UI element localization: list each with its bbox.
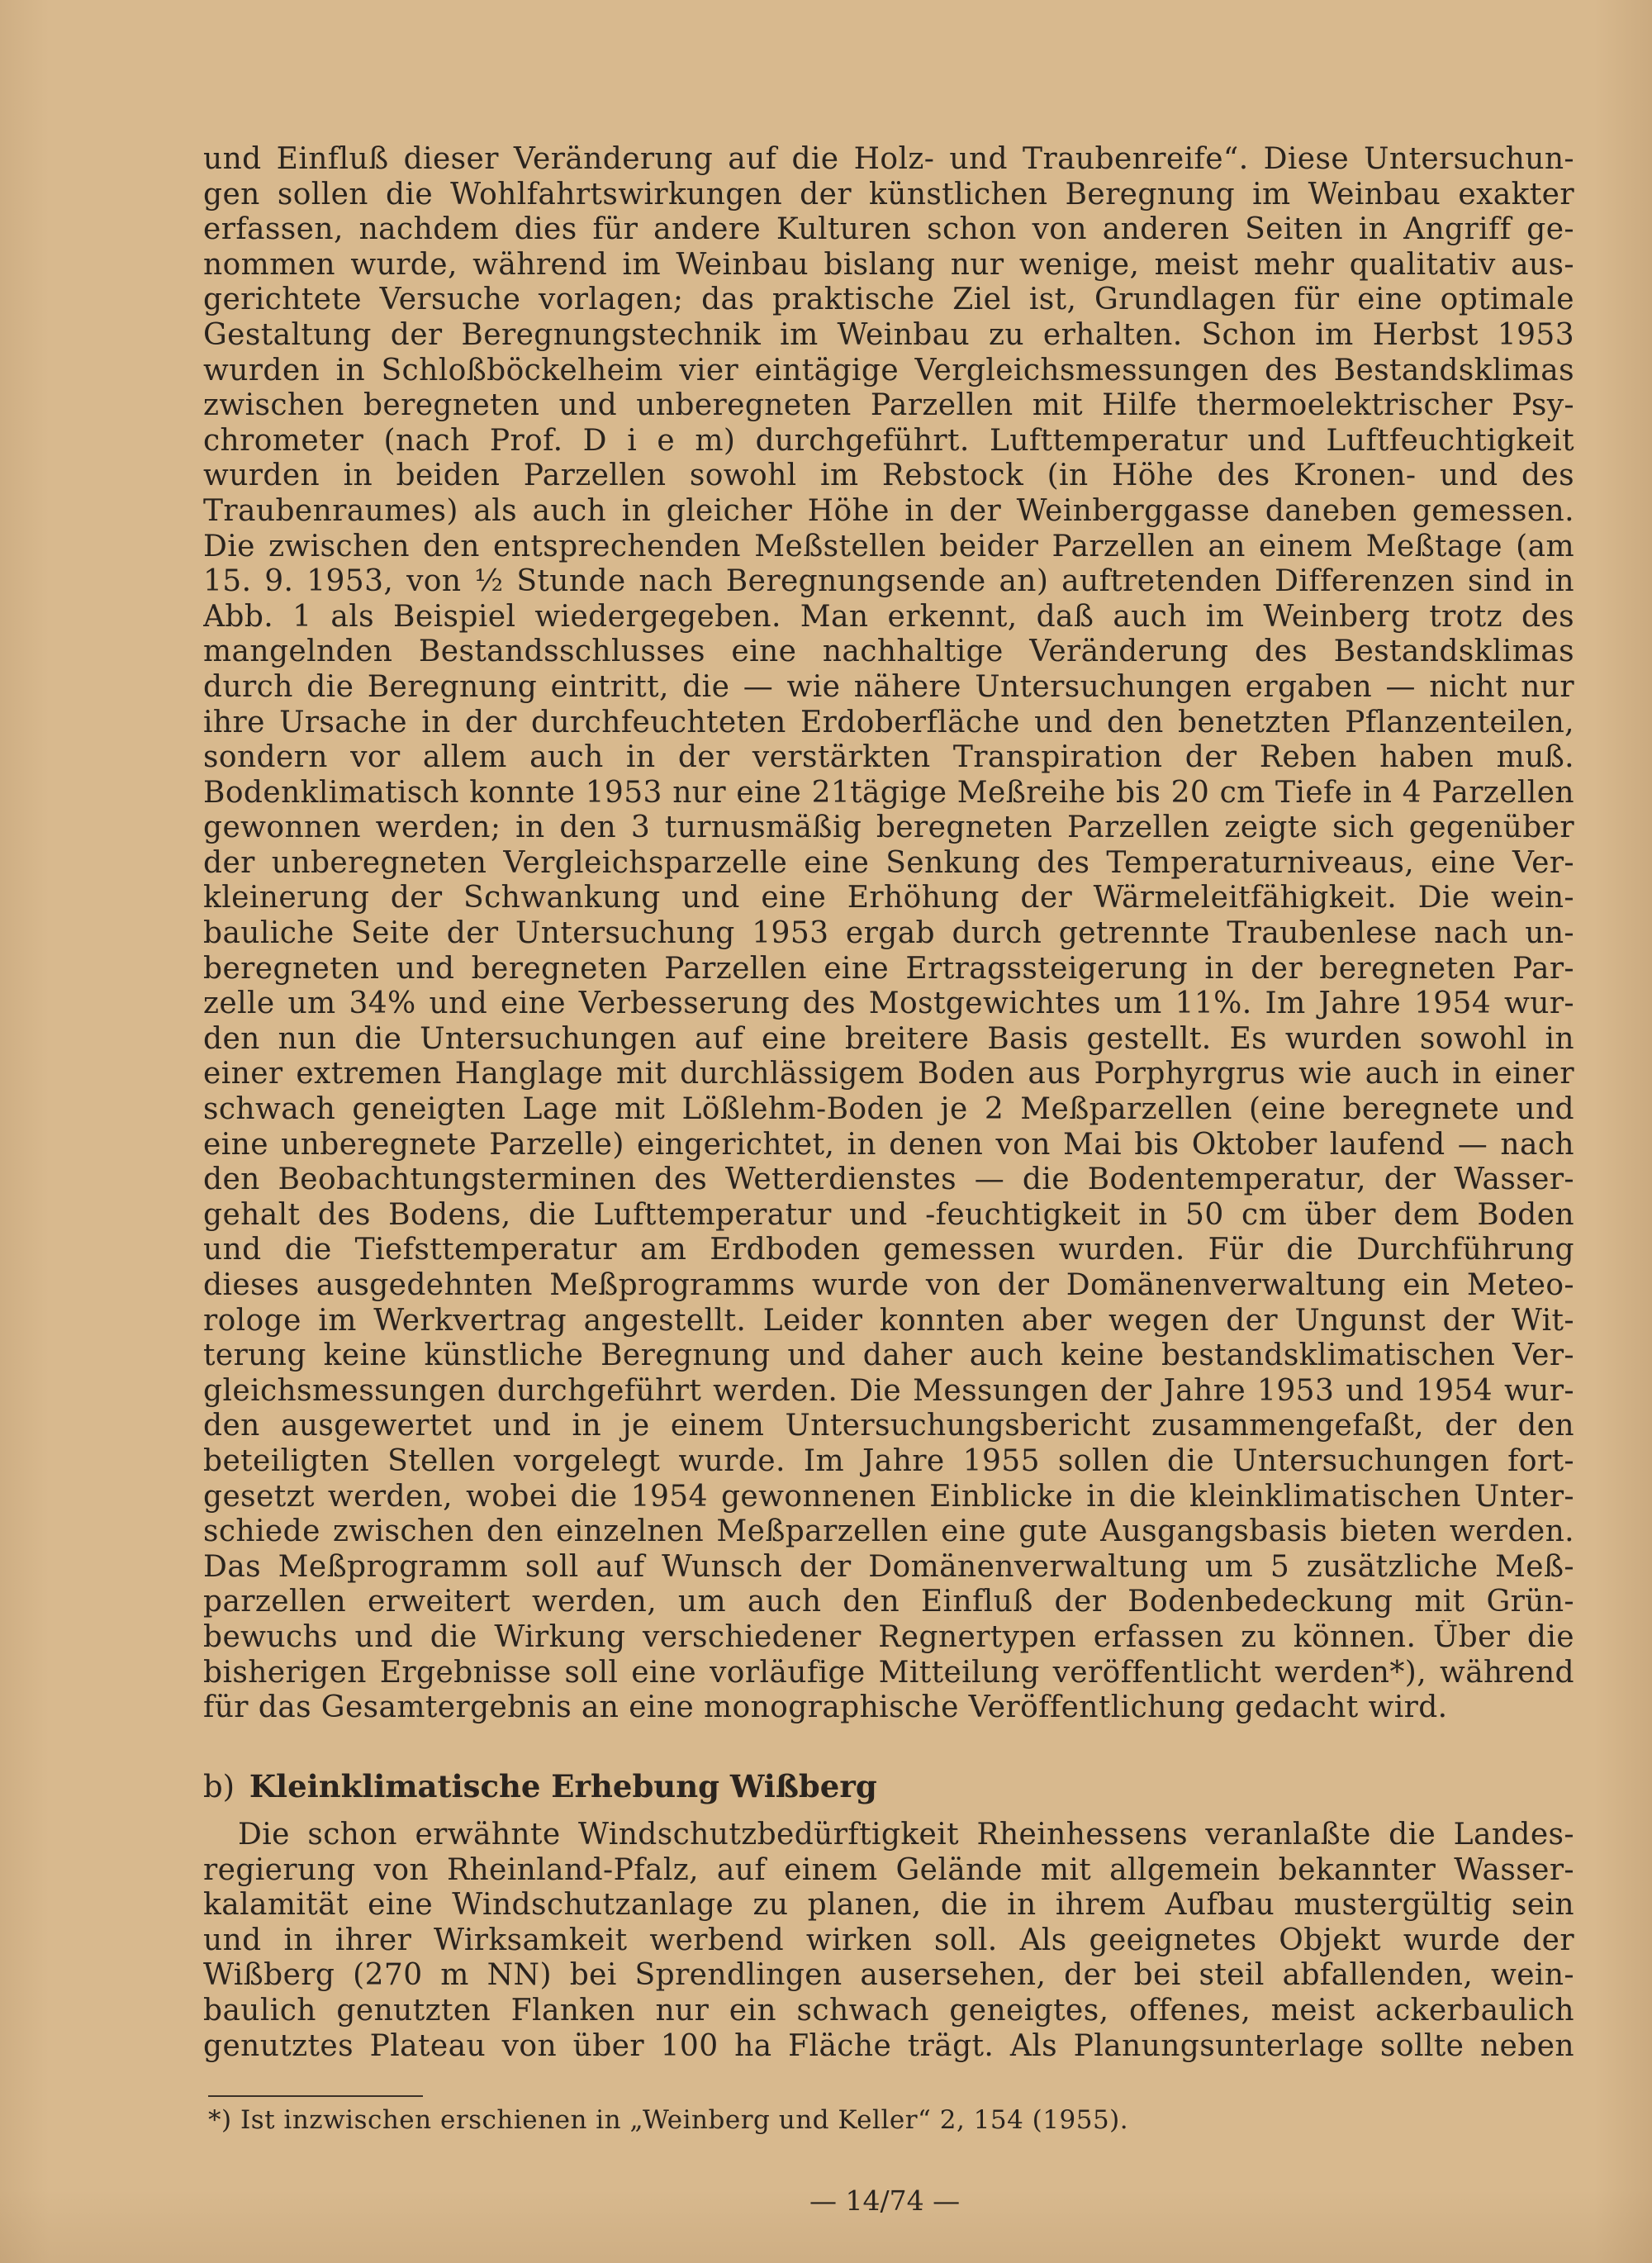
text-line: gleichsmessungen durchgeführt werden. Die Messungen der Jahre 1953 und 1954 wur-: [203, 1373, 1574, 1408]
text-line: eine unberegnete Parzelle) eingerichtet, in denen von Mai bis Oktober laufend — nach: [203, 1127, 1574, 1162]
text-line: 15. 9. 1953, von ½ Stunde nach Beregnungsende an) auftretenden Differenzen sind in: [203, 564, 1574, 599]
text-line: bisherigen Ergebnisse soll eine vorläufige Mitteilung veröffentlicht werden*), während: [203, 1655, 1574, 1690]
text-line: schwach geneigten Lage mit Lößlehm-Boden je 2 Meßparzellen (eine beregnete und: [203, 1092, 1574, 1127]
text-line: ihre Ursache in der durchfeuchteten Erdoberfläche und den benetzten Pflanzenteilen,: [203, 705, 1574, 739]
text-line: kalamität eine Windschutzanlage zu planen, die in ihrem Aufbau mustergültig sein: [203, 1888, 1574, 1923]
text-line: gen sollen die Wohlfahrtswirkungen der künstlichen Beregnung im Weinbau exakter: [203, 177, 1574, 212]
text-line: gerichtete Versuche vorlagen; das praktische Ziel ist, Grundlagen für eine optimale: [203, 283, 1574, 317]
text-line: für das Gesamtergebnis an eine monographische Veröffentlichung gedacht wird.: [203, 1690, 1448, 1725]
section-marker: b): [203, 1769, 235, 1804]
text-line: terung keine künstliche Beregnung und daher auch keine bestandsklimatischen Ver-: [203, 1338, 1574, 1373]
text-line: erfassen, nachdem dies für andere Kulturen schon von anderen Seiten in Angriff ge-: [203, 212, 1574, 247]
text-line: gehalt des Bodens, die Lufttemperatur und -feuchtigkeit in 50 cm über dem Boden: [203, 1197, 1574, 1232]
page-number: — 14/74 —: [809, 2185, 961, 2217]
text-line: Gestaltung der Beregnungstechnik im Weinbau zu erhalten. Schon im Herbst 1953: [203, 317, 1574, 352]
text-line: schiede zwischen den einzelnen Meßparzellen eine gute Ausgangsbasis bieten werden.: [203, 1514, 1574, 1549]
text-line: baulich genutzten Flanken nur ein schwach geneigtes, offenes, meist ackerbaulich: [203, 1993, 1574, 2028]
text-line: den nun die Untersuchungen auf eine breitere Basis gestellt. Es wurden sowohl in: [203, 1021, 1574, 1056]
text-line: bewuchs und die Wirkung verschiedener Regnertypen erfassen zu können. Über die: [203, 1619, 1574, 1654]
text-line: wurden in beiden Parzellen sowohl im Rebstock (in Höhe des Kronen- und des: [203, 459, 1574, 493]
text-line: zwischen beregneten und unberegneten Parzellen mit Hilfe thermoelektrischer Psy-: [203, 388, 1574, 423]
text-line: parzellen erweitert werden, um auch den Einfluß der Bodenbedeckung mit Grün-: [203, 1585, 1574, 1619]
footnote: *) Ist inzwischen erschienen in „Weinberg und Keller“ 2, 154 (1955).: [208, 2105, 1129, 2135]
text-line: mangelnden Bestandsschlusses eine nachhaltige Veränderung des Bestandsklimas: [203, 635, 1574, 669]
text-line: genutztes Plateau von über 100 ha Fläche trägt. Als Planungsunterlage sollte neben: [203, 2028, 1574, 2063]
text-line: den ausgewertet und in je einem Untersuchungsbericht zusammengefaßt, der den: [203, 1409, 1574, 1443]
text-line: Das Meßprogramm soll auf Wunsch der Domänenverwaltung um 5 zusätzliche Meß-: [203, 1549, 1574, 1584]
text-line: Die zwischen den entsprechenden Meßstellen beider Parzellen an einem Meßtage (am: [203, 529, 1574, 563]
text-line: kleinerung der Schwankung und eine Erhöhung der Wärmeleitfähigkeit. Die wein-: [203, 881, 1574, 915]
text-line: chrometer (nach Prof. D i e m) durchgeführt. Lufttemperatur und Luftfeuchtigkeit: [203, 423, 1574, 458]
text-line: nommen wurde, während im Weinbau bislang nur wenige, meist mehr qualitativ aus-: [203, 247, 1574, 282]
text-line: gesetzt werden, wobei die 1954 gewonnenen Einblicke in die kleinklimatischen Unter-: [203, 1479, 1574, 1514]
footnote-separator: [208, 2095, 423, 2097]
text-line: bauliche Seite der Untersuchung 1953 ergab durch getrennte Traubenlese nach un-: [203, 916, 1574, 951]
text-line: beregneten und beregneten Parzellen eine Ertragssteigerung in der beregneten Par-: [203, 951, 1574, 986]
text-line: beteiligten Stellen vorgelegt wurde. Im Jahre 1955 sollen die Untersuchungen fort-: [203, 1443, 1574, 1478]
text-line: rologe im Werkvertrag angestellt. Leider konnten aber wegen der Ungunst der Wit-: [203, 1303, 1574, 1338]
body-paragraph-1: [203, 142, 1574, 1726]
text-line: gewonnen werden; in den 3 turnusmäßig beregneten Parzellen zeigte sich gegenüber: [203, 811, 1574, 845]
text-line: Bodenklimatisch konnte 1953 nur eine 21tägige Meßreihe bis 20 cm Tiefe in 4 Parzellen: [203, 775, 1574, 810]
text-line: wurden in Schloßböckelheim vier eintägige Vergleichsmessungen des Bestandsklimas: [203, 353, 1574, 387]
text-line: Wißberg (270 m NN) bei Sprendlingen ausersehen, der bei steil abfallenden, wein-: [203, 1958, 1574, 1993]
section-heading-b: [203, 1768, 877, 1804]
text-line: durch die Beregnung eintritt, die — wie nähere Untersuchungen ergaben — nicht nur: [203, 669, 1574, 704]
text-line: zelle um 34% und eine Verbesserung des Mostgewichtes um 11%. Im Jahre 1954 wur-: [203, 986, 1574, 1021]
body-paragraph-2: [203, 1818, 1574, 2064]
text-line: Die schon erwähnte Windschutzbedürftigkeit Rheinhessens veranlaßte die Landes-: [238, 1818, 1574, 1852]
section-title: Kleinklimatische Erhebung Wißberg: [249, 1768, 877, 1804]
text-line: dieses ausgedehnten Meßprogramms wurde von der Domänenverwaltung ein Meteo-: [203, 1268, 1574, 1302]
text-line: sondern vor allem auch in der verstärkten Transpiration der Reben haben muß.: [203, 740, 1574, 775]
text-line: regierung von Rheinland-Pfalz, auf einem Gelände mit allgemein bekannter Wasser-: [203, 1852, 1574, 1887]
text-line: Abb. 1 als Beispiel wiedergegeben. Man erkennt, daß auch im Weinberg trotz des: [203, 599, 1574, 634]
text-line: der unberegneten Vergleichsparzelle eine Senkung des Temperaturniveaus, eine Ver-: [203, 845, 1574, 880]
text-line: Traubenraumes) als auch in gleicher Höhe in der Weinberggasse daneben gemessen.: [203, 493, 1574, 528]
text-line: und Einfluß dieser Veränderung auf die Holz- und Traubenreife“. Diese Untersuchun-: [203, 142, 1574, 176]
text-line: einer extremen Hanglage mit durchlässigem Boden aus Porphyrgrus wie auch in einer: [203, 1057, 1574, 1091]
text-line: und in ihrer Wirksamkeit werbend wirken soll. Als geeignetes Objekt wurde der: [203, 1923, 1574, 1957]
text-line: den Beobachtungsterminen des Wetterdienstes — die Bodentemperatur, der Wasser-: [203, 1162, 1574, 1197]
text-line: und die Tiefsttemperatur am Erdboden gemessen wurden. Für die Durchführung: [203, 1233, 1574, 1267]
